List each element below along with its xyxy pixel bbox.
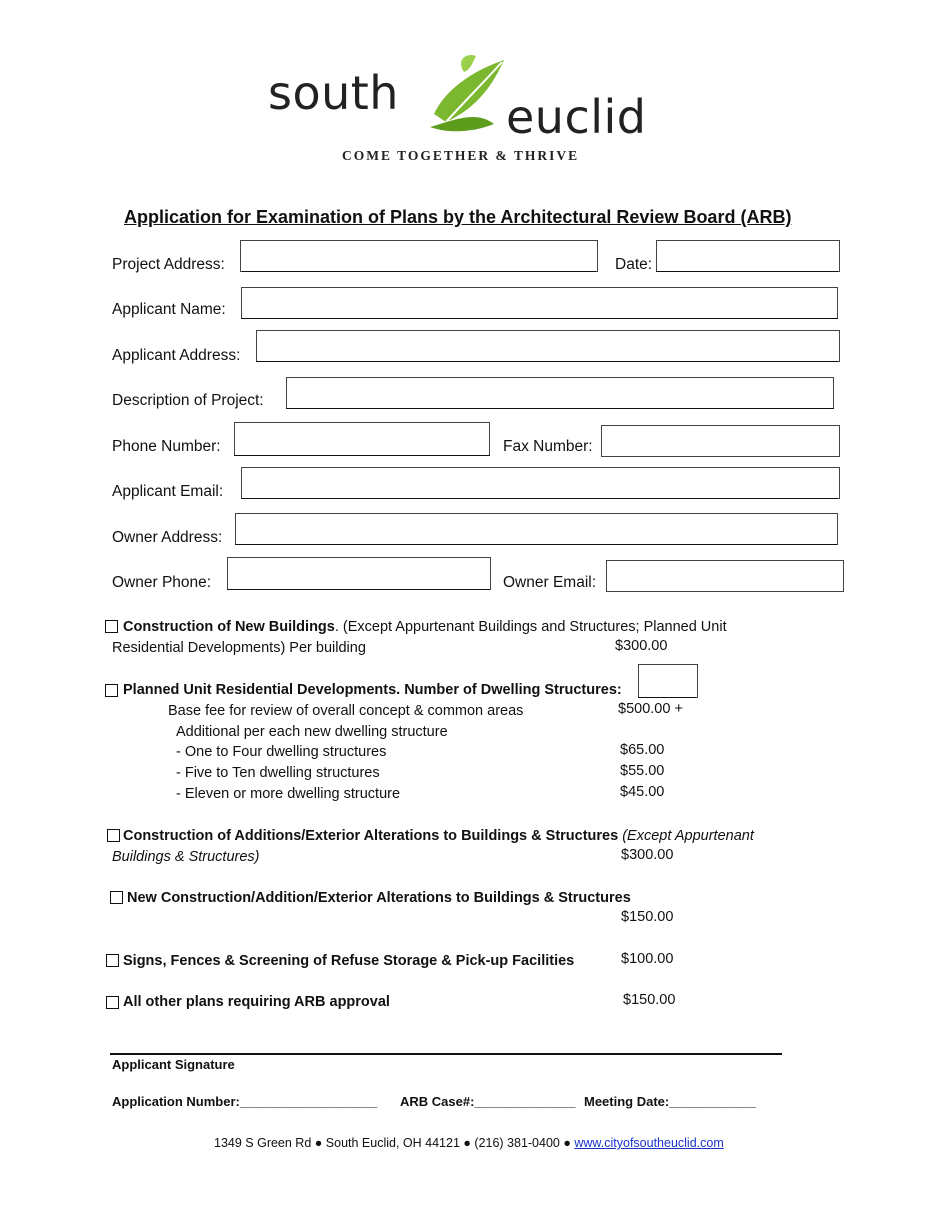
leaf-logo-icon: [424, 52, 514, 132]
signs-title: Signs, Fences & Screening of Refuse Storage & Pick-up Facilities: [123, 953, 575, 969]
phone-underline: [234, 455, 490, 456]
owner-phone-input[interactable]: [227, 557, 491, 590]
other-title: All other plans requiring ARB approval: [123, 994, 390, 1010]
additions-checkbox[interactable]: [107, 829, 120, 842]
purd-tier-2: - Five to Ten dwelling structures: [176, 765, 380, 781]
purd-tier-3-amount: $45.00: [620, 784, 665, 800]
phone-input[interactable]: [234, 422, 490, 456]
new-construction-amount: $150.00: [621, 909, 674, 925]
logo-word-south: south: [268, 66, 399, 120]
signs-checkbox[interactable]: [106, 954, 119, 967]
signature-line[interactable]: [110, 1053, 782, 1055]
new-construction-checkbox[interactable]: [110, 891, 123, 904]
new-buildings-checkbox[interactable]: [105, 620, 118, 633]
additions-amount: $300.00: [621, 847, 674, 863]
new-buildings-text: [123, 617, 727, 638]
date-underline: [656, 271, 838, 272]
applicant-address-input[interactable]: [256, 330, 840, 362]
purd-tier-1-amount: $65.00: [620, 742, 665, 758]
applicant-address-label: Applicant Address:: [112, 347, 241, 364]
purd-count-underline: [638, 697, 696, 698]
applicant-address-underline: [256, 361, 838, 362]
new-buildings-title: Construction of New Buildings: [123, 619, 335, 635]
purd-tier-1: - One to Four dwelling structures: [176, 744, 387, 760]
email-label: Applicant Email:: [112, 483, 224, 500]
description-input[interactable]: [286, 377, 834, 409]
purd-title: Planned Unit Residential Developments. Number of Dwelling Structures:: [123, 682, 622, 698]
arb-case-field[interactable]: ARB Case#:______________: [400, 1094, 576, 1109]
new-construction-title: New Construction/Addition/Exterior Alterations to Buildings & Structures: [127, 890, 631, 906]
new-buildings-line2: Residential Developments) Per building: [112, 640, 366, 656]
purd-tier-2-amount: $55.00: [620, 763, 665, 779]
fax-input[interactable]: [601, 425, 840, 457]
owner-address-underline: [235, 544, 837, 545]
logo: [268, 52, 688, 167]
project-address-input[interactable]: [240, 240, 598, 272]
owner-address-label: Owner Address:: [112, 529, 223, 546]
project-address-underline: [242, 271, 596, 272]
page-title: Application for Examination of Plans by the Architectural Review Board (ARB): [124, 207, 792, 227]
owner-phone-label: Owner Phone:: [112, 574, 212, 591]
footer: [214, 1136, 724, 1150]
owner-email-input[interactable]: [606, 560, 844, 592]
description-label: Description of Project:: [112, 392, 264, 409]
logo-word-euclid: euclid: [506, 90, 647, 144]
additions-italic-2: Buildings & Structures): [112, 849, 260, 865]
applicant-name-input[interactable]: [241, 287, 838, 319]
owner-phone-underline: [227, 589, 490, 590]
purd-tier-3: - Eleven or more dwelling structure: [176, 786, 401, 802]
other-amount: $150.00: [623, 992, 676, 1008]
project-address-label: Project Address:: [112, 256, 225, 273]
email-underline: [241, 498, 838, 499]
date-label: Date:: [615, 256, 653, 273]
description-underline: [286, 408, 834, 409]
applicant-name-underline: [241, 318, 838, 319]
new-buildings-rest: . (Except Appurtenant Buildings and Structures; Planned Unit: [334, 619, 727, 635]
other-checkbox[interactable]: [106, 996, 119, 1009]
phone-label: Phone Number:: [112, 438, 221, 455]
additions-italic-1: (Except Appurtenant: [622, 828, 754, 844]
fax-label: Fax Number:: [503, 438, 593, 455]
additions-title: Construction of Additions/Exterior Alterations to Buildings & Structures: [123, 828, 619, 844]
logo-tagline: COME TOGETHER & THRIVE: [342, 148, 580, 163]
application-number-field[interactable]: Application Number:___________________: [112, 1094, 378, 1109]
purd-base-text: Base fee for review of overall concept & common areas: [168, 703, 524, 719]
applicant-name-label: Applicant Name:: [112, 301, 226, 318]
new-buildings-amount: $300.00: [615, 638, 668, 654]
date-input[interactable]: [656, 240, 840, 272]
signs-amount: $100.00: [621, 951, 674, 967]
email-input[interactable]: [241, 467, 840, 499]
purd-count-input[interactable]: [638, 664, 698, 698]
footer-address: 1349 S Green Rd ● South Euclid, OH 44121 ● (216) 381-0400 ●: [214, 1136, 575, 1150]
footer-website-link[interactable]: www.cityofsoutheuclid.com: [574, 1136, 724, 1150]
meeting-date-field[interactable]: Meeting Date:____________: [584, 1094, 756, 1109]
purd-checkbox[interactable]: [105, 684, 118, 697]
owner-email-label: Owner Email:: [503, 574, 597, 591]
purd-additional-text: Additional per each new dwelling structure: [176, 724, 448, 740]
owner-address-input[interactable]: [235, 513, 838, 545]
additions-text: [123, 826, 754, 847]
signature-label: Applicant Signature: [112, 1057, 235, 1072]
purd-base-amount: $500.00 +: [618, 701, 683, 717]
